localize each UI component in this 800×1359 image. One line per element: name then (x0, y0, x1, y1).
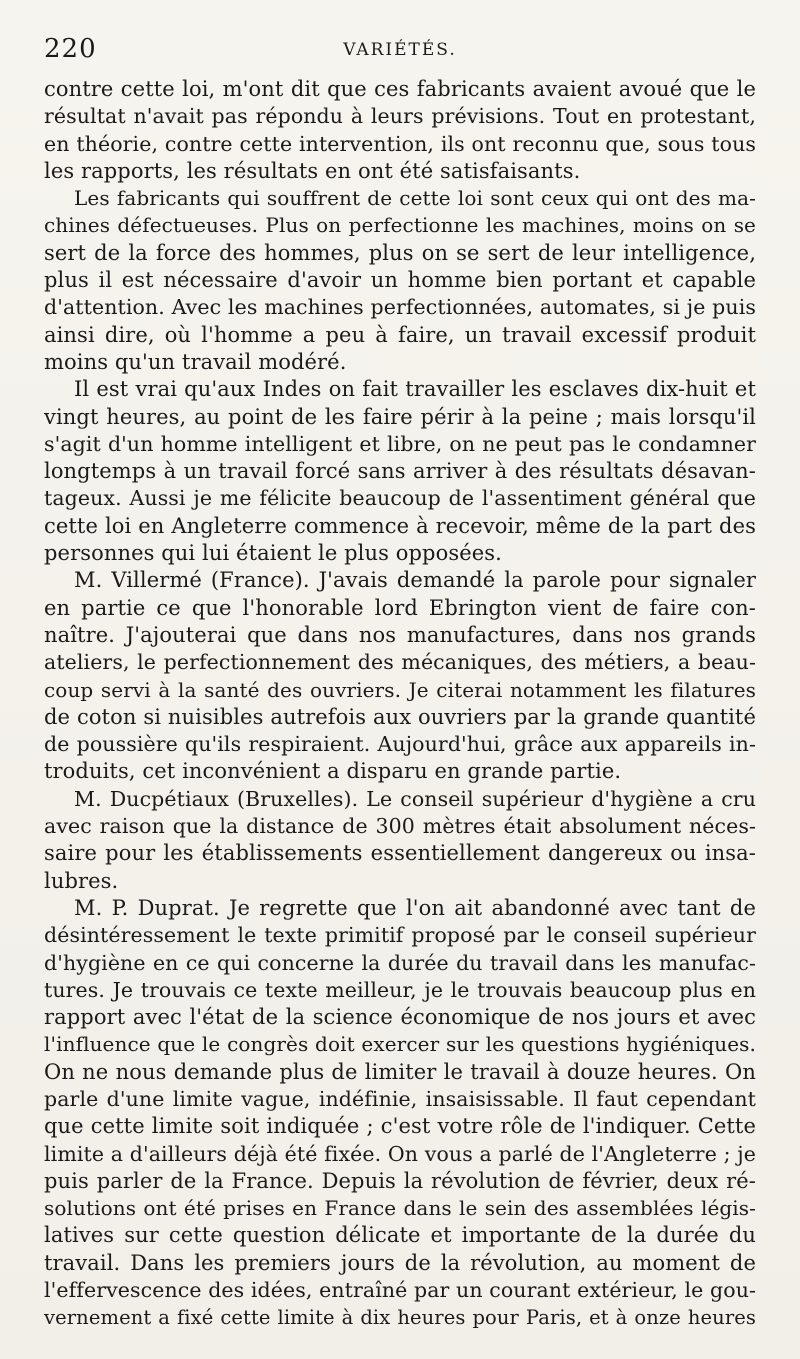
page-header (44, 34, 756, 70)
text-line: rapport avec l'état de la science économique de nos jours et avec (44, 1005, 756, 1030)
text-line: latives sur cette question délicate et importante de la durée du (44, 1223, 756, 1248)
text-line: s'agit d'un homme intelligent et libre, on ne peut pas le condamner (44, 431, 756, 456)
text-line: Il est vrai qu'aux Indes on fait travailler les esclaves dix-huit et (74, 377, 756, 402)
text-line: M. Ducpétiaux (Bruxelles). Le conseil supérieur d'hygiène a cru (74, 786, 756, 811)
text-line: tures. Je trouvais ce texte meilleur, je le trouvais beaucoup plus en (44, 977, 756, 1002)
text-line: puis parler de la France. Depuis la révolution de février, deux ré- (44, 1168, 756, 1193)
text-line: contre cette loi, m'ont dit que ces fabricants avaient avoué que le (44, 77, 756, 101)
text-line: que cette limite soit indiquée ; c'est votre rôle de l'indiquer. Cette (44, 1114, 756, 1139)
text-line: plus il est nécessaire d'avoir un homme bien portant et capable (44, 268, 756, 293)
text-line: d'attention. Avec les machines perfectionnées, automates, si je puis (44, 295, 756, 320)
text-line: sert de la force des hommes, plus on se sert de leur intelligence, (44, 240, 756, 265)
text-line: de coton si nuisibles autrefois aux ouvriers par la grande quantité (44, 704, 756, 729)
text-line: les rapports, les résultats en ont été satisfaisants. (44, 158, 581, 183)
text-line: M. P. Duprat. Je regrette que l'on ait abandonné avec tant de (74, 895, 756, 920)
running-title: VARIÉTÉS. (343, 40, 457, 60)
text-line: l'effervescence des idées, entraîné par un courant extérieur, le gou- (44, 1278, 757, 1303)
text-line: saire pour les établissements essentiellement dangereux ou insa- (44, 841, 756, 866)
text-line: vingt heures, au point de les faire périr à la peine ; mais lorsqu'il (44, 404, 756, 429)
text-line: d'hygiène en ce qui concerne la durée du travail dans les manufac- (44, 950, 756, 975)
text-line: longtemps à un travail forcé sans arriver à des résultats désavan- (44, 459, 756, 484)
text-line: parle d'une limite vague, indéfinie, insaisissable. Il faut cependant (44, 1086, 756, 1111)
text-line: travail. Dans les premiers jours de la révolution, au moment de (44, 1250, 756, 1275)
text-line: coup servi à la santé des ouvriers. Je citerai notamment les filatures (44, 677, 756, 702)
text-line: personnes qui lui étaient le plus opposées. (44, 541, 502, 566)
text-line: de poussière qu'ils respiraient. Aujourd'hui, grâce aux appareils in- (44, 732, 756, 757)
text-line: résultat n'avait pas répondu à leurs prévisions. Tout en protestant, (44, 104, 756, 129)
text-line: désintéressement le texte primitif proposé par le conseil supérieur (44, 923, 756, 948)
text-line: moins qu'un travail modéré. (44, 349, 347, 374)
text-line: Les fabricants qui souffrent de cette loi sont ceux qui ont des ma- (74, 186, 756, 211)
text-line: troduits, cet inconvénient a disparu en grande partie. (44, 759, 622, 784)
text-line: naître. J'ajouterai que dans nos manufactures, dans nos grands (44, 622, 756, 647)
text-line: cette loi en Angleterre commence à recevoir, même de la part des (44, 513, 756, 538)
text-line: tageux. Aussi je me félicite beaucoup de l'assentiment général que (44, 486, 756, 511)
text-line: limite a d'ailleurs déjà été fixée. On vous a parlé de l'Angleterre ; je (44, 1141, 756, 1166)
text-line: ainsi dire, où l'homme a peu à faire, un travail excessif produit (44, 322, 756, 347)
text-line: On ne nous demande plus de limiter le travail à douze heures. On (44, 1059, 756, 1084)
text-line: chines défectueuses. Plus on perfectionne les machines, moins on se (44, 213, 756, 238)
body-text (44, 76, 756, 1332)
text-line: lubres. (44, 868, 119, 893)
text-line: en partie ce que l'honorable lord Ebrington vient de faire con- (44, 595, 756, 620)
text-line: M. Villermé (France). J'avais demandé la parole pour signaler (74, 568, 756, 593)
text-line: solutions ont été prises en France dans le sein des assemblées légis- (44, 1196, 756, 1221)
text-line: avec raison que la distance de 300 mètres était absolument néces- (44, 814, 756, 839)
text-line: en théorie, contre cette intervention, ils ont reconnu que, sous tous (44, 131, 756, 156)
text-line: vernement a fixé cette limite à dix heures pour Paris, et à onze heures (44, 1306, 756, 1330)
text-line: l'influence que le congrès doit exercer sur les questions hygiéniques. (44, 1032, 756, 1057)
page-number: 220 (44, 34, 97, 64)
text-line: ateliers, le perfectionnement des mécaniques, des métiers, a beau- (44, 650, 756, 675)
